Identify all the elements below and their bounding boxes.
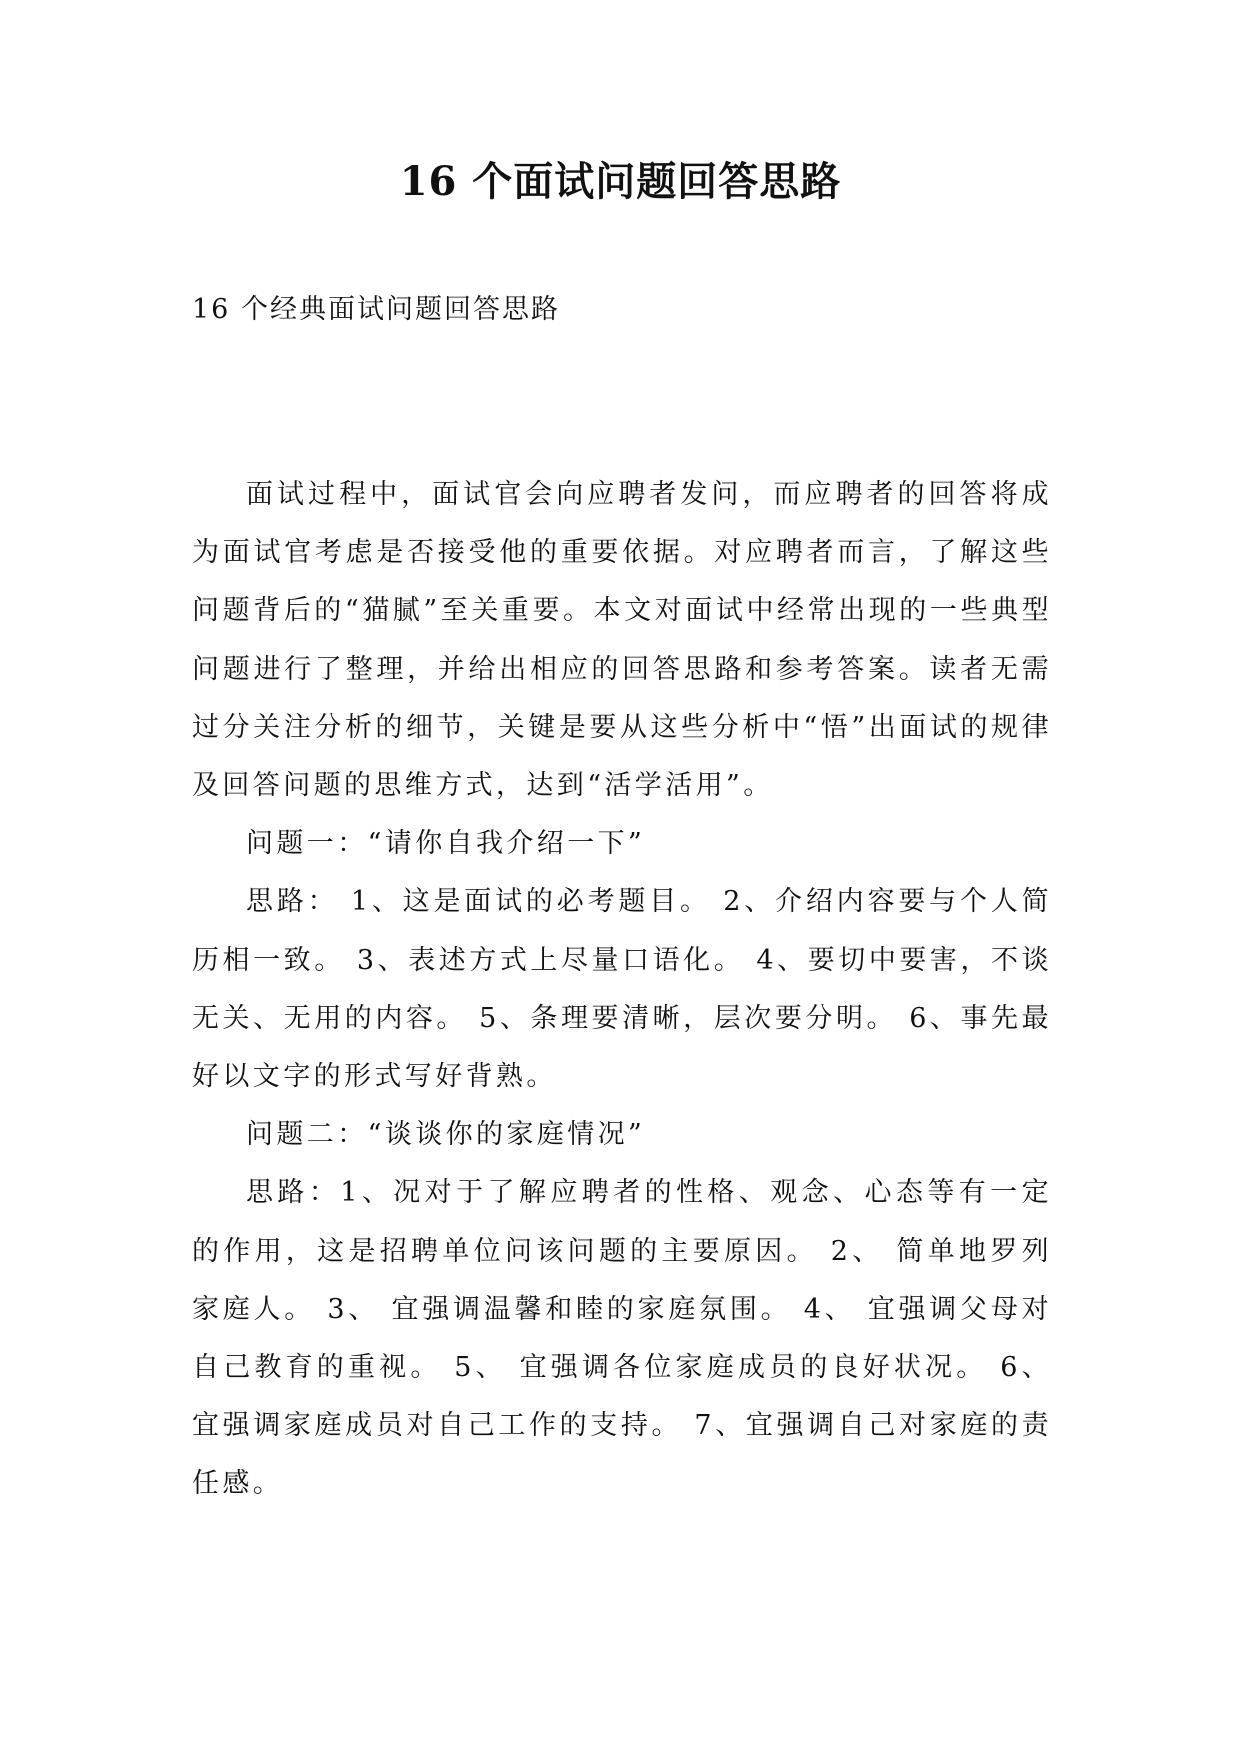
document-title: 16 个面试问题回答思路 [399,158,842,205]
intro-paragraph: 面试过程中，面试官会向应聘者发问，而应聘者的回答将成为面试官考虑是否接受他的重要依据。对应聘者而言，了解这些问题背后的“猫腻”至关重要。本文对面试中经常出现的一些典型问题进行了整理，并给出相应的回答思路和参考答案。读者无需过分关注分析的细节，关键是要从这些分析中“悟”出面试的规律及回答问题的思维方式，达到“活学活用”。 [192,479,1052,802]
document-subtitle: 16 个经典面试问题回答思路 [192,294,560,325]
question-two-answer: 思路：1、况对于了解应聘者的性格、观念、心态等有一定的作用，这是招聘单位问该问题的主要原因。 2、 简单地罗列家庭人。 3、 宜强调温馨和睦的家庭氛围。 4、 宜强调父母对自己教育的重视。 5、 宜强调各位家庭成员的良好状况。 6、宜强调家庭成员对自己工作的支持。 7、宜强调自己对家庭的责任感。 [192,1177,1052,1500]
document-body [192,466,1052,1514]
question-two-heading: 问题二：“谈谈你的家庭情况” [246,1119,646,1151]
question-one-answer: 思路： 1、这是面试的必考题目。 2、介绍内容要与个人简历相一致。 3、表述方式上尽量口语化。 4、要切中要害，不谈无关、无用的内容。 5、条理要清晰，层次要分明。 6、事先最好以文字的形式写好背熟。 [192,886,1052,1093]
question-one-heading: 问题一：“请你自我介绍一下” [246,828,646,860]
